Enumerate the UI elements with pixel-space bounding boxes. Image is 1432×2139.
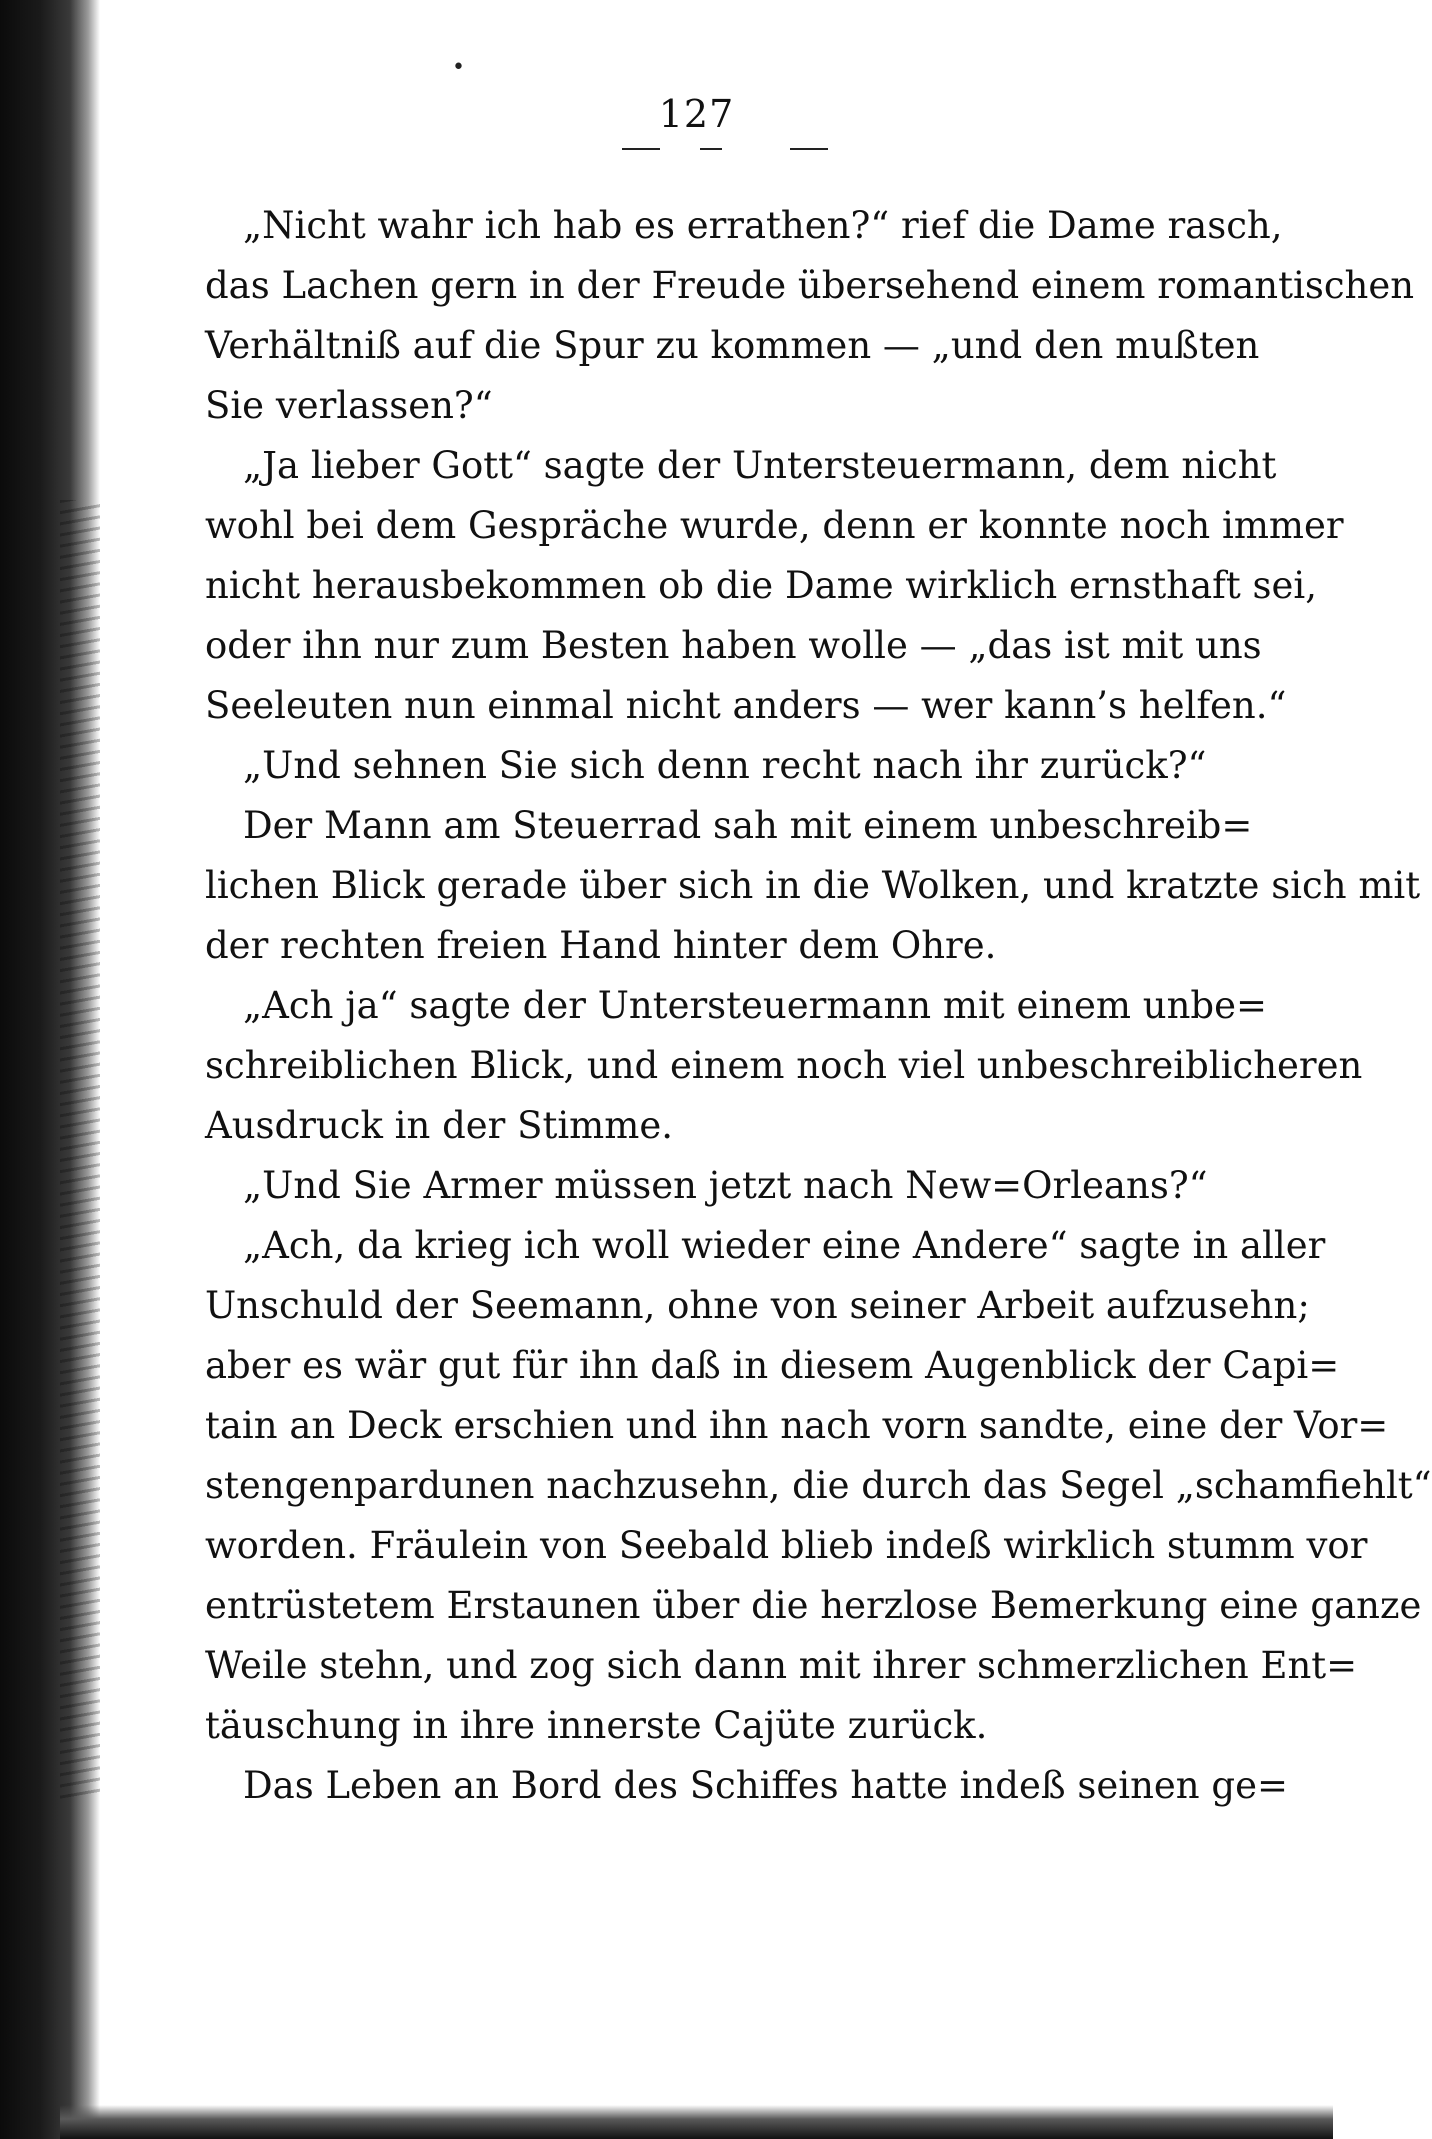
text-line: lichen Blick gerade über sich in die Wolken, und kratzte sich mit <box>205 864 1421 907</box>
text-line: stengenpardunen nachzusehn, die durch das Segel „schamfiehlt“ <box>205 1464 1432 1507</box>
text-line: nicht herausbekommen ob die Dame wirklich ernsthaft sei, <box>205 564 1317 607</box>
text-line: schreiblichen Blick, und einem noch viel unbeschreiblicheren <box>205 1044 1363 1087</box>
text-line: „Nicht wahr ich hab es errathen?“ rief die Dame rasch, <box>243 204 1283 247</box>
text-line: täuschung in ihre innerste Cajüte zurück. <box>205 1704 988 1747</box>
text-line: „Und Sie Armer müssen jetzt nach New=Orleans?“ <box>243 1164 1208 1207</box>
text-line: Unschuld der Seemann, ohne von seiner Arbeit aufzusehn; <box>205 1284 1310 1327</box>
header-rule-right <box>790 148 828 150</box>
text-line: der rechten freien Hand hinter dem Ohre. <box>205 924 997 967</box>
body-text <box>205 196 1432 1816</box>
text-line: wohl bei dem Gespräche wurde, denn er konnte noch immer <box>205 504 1344 547</box>
header-rule-left <box>622 148 660 150</box>
text-line: „Ja lieber Gott“ sagte der Untersteuermann, dem nicht <box>243 444 1277 487</box>
text-line: Das Leben an Bord des Schiffes hatte indeß seinen ge= <box>243 1764 1288 1807</box>
text-line: „Und sehnen Sie sich denn recht nach ihr zurück?“ <box>243 744 1207 787</box>
text-line: Verhältniß auf die Spur zu kommen — „und den mußten <box>205 324 1260 367</box>
text-line: oder ihn nur zum Besten haben wolle — „das ist mit uns <box>205 624 1262 667</box>
text-line: aber es wär gut für ihn daß in diesem Augenblick der Capi= <box>205 1344 1340 1387</box>
text-line: entrüstetem Erstaunen über die herzlose Bemerkung eine ganze <box>205 1584 1422 1627</box>
text-line: Ausdruck in der Stimme. <box>205 1104 673 1147</box>
text-line: das Lachen gern in der Freude übersehend einem romantischen <box>205 264 1415 307</box>
text-line: „Ach, da krieg ich woll wieder eine Andere“ sagte in aller <box>243 1224 1326 1267</box>
printer-mark: • <box>452 55 465 80</box>
text-line: Seeleuten nun einmal nicht anders — wer kann’s helfen.“ <box>205 684 1287 727</box>
text-line: Der Mann am Steuerrad sah mit einem unbeschreib= <box>243 804 1253 847</box>
page-bottom-edge <box>60 2105 1333 2139</box>
gutter-speckle <box>60 500 100 1800</box>
text-line: „Ach ja“ sagte der Untersteuermann mit einem unbe= <box>243 984 1267 1027</box>
text-line: tain an Deck erschien und ihn nach vorn sandte, eine der Vor= <box>205 1404 1389 1447</box>
page-number: 127 <box>658 92 735 136</box>
text-line: Weile stehn, und zog sich dann mit ihrer schmerzlichen Ent= <box>205 1644 1358 1687</box>
text-line: worden. Fräulein von Seebald blieb indeß wirklich stumm vor <box>205 1524 1368 1567</box>
header-rule-center <box>700 148 722 150</box>
text-line: Sie verlassen?“ <box>205 384 493 427</box>
